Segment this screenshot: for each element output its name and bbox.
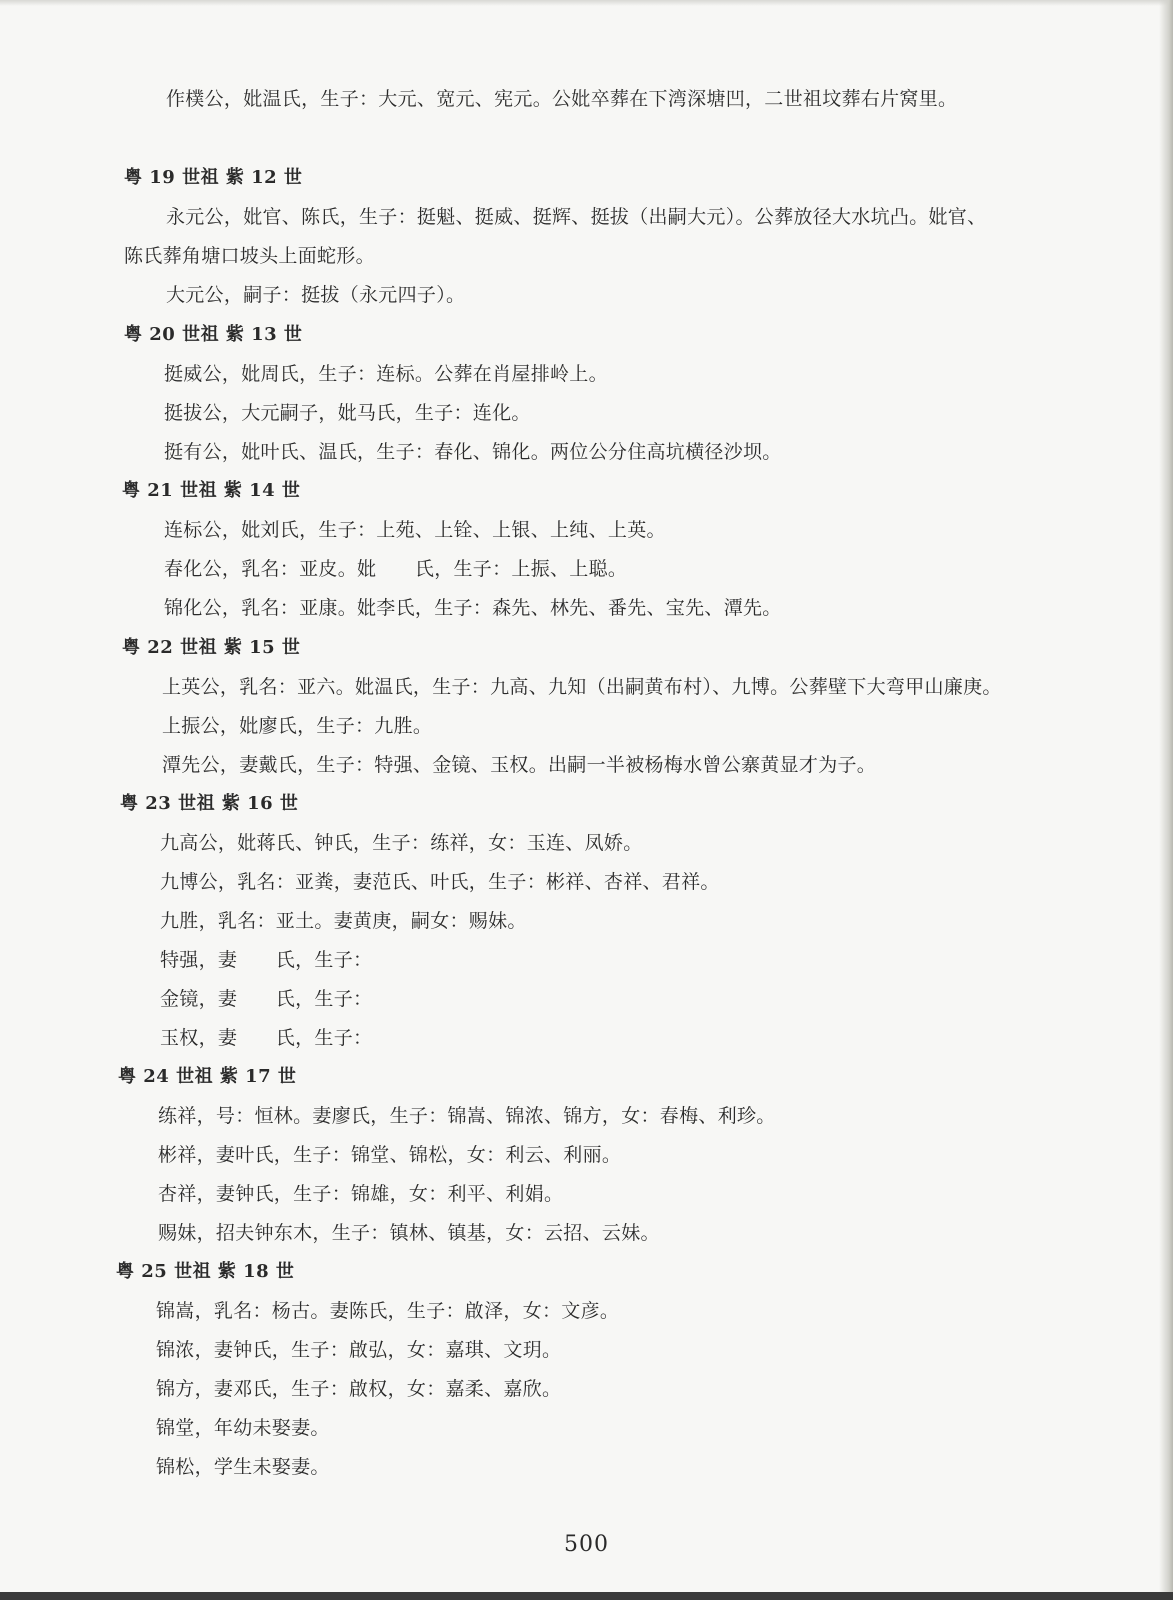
paragraph-line: 大元公，嗣子：挺拔（永元四子）。 — [166, 284, 466, 306]
generation-heading: 粤 24 世祖 紫 17 世 — [118, 1066, 297, 1087]
generation-heading: 粤 22 世祖 紫 15 世 — [122, 637, 301, 658]
scan-edge-right — [1159, 0, 1173, 1600]
paragraph-line: 锦松，学生未娶妻。 — [156, 1456, 330, 1478]
paragraph-line: 挺拔公，大元嗣子，妣马氏，生子：连化。 — [164, 402, 531, 424]
generation-heading: 粤 19 世祖 紫 12 世 — [124, 167, 303, 188]
generation-heading: 粤 21 世祖 紫 14 世 — [122, 480, 301, 501]
paragraph-line: 上英公，乳名：亚六。妣温氏，生子：九高、九知（出嗣黄布村）、九博。公葬壁下大弯甲山廉庚。 — [162, 676, 1002, 698]
paragraph-line: 锦浓，妻钟氏，生子：啟弘，女：嘉琪、文玥。 — [156, 1339, 562, 1361]
paragraph-line: 杏祥，妻钟氏，生子：锦雄，女：利平、利娟。 — [158, 1183, 564, 1205]
paragraph-line: 赐妹，招夫钟东木，生子：镇林、镇基，女：云招、云妹。 — [158, 1222, 660, 1244]
generation-heading: 粤 23 世祖 紫 16 世 — [120, 793, 299, 814]
paragraph-line: 特强，妻 氏，生子： — [160, 949, 373, 971]
paragraph-line: 九高公，妣蒋氏、钟氏，生子：练祥，女：玉连、凤娇。 — [160, 832, 643, 854]
paragraph-line: 锦化公，乳名：亚康。妣李氏，生子：森先、林先、番先、宝先、潭先。 — [164, 597, 782, 619]
generation-heading: 粤 25 世祖 紫 18 世 — [116, 1261, 295, 1282]
paragraph-line: 九胜，乳名：亚土。妻黄庚，嗣女：赐妹。 — [160, 910, 527, 932]
paragraph-line: 锦嵩，乳名：杨古。妻陈氏，生子：啟泽，女：文彦。 — [156, 1300, 620, 1322]
scan-edge-top — [0, 0, 1173, 6]
paragraph-line: 金镜，妻 氏，生子： — [160, 988, 373, 1010]
paragraph-line: 永元公，妣官、陈氏，生子：挺魁、挺威、挺辉、挺拔（出嗣大元）。公葬放径大水坑凸。妣官、 — [166, 206, 987, 228]
paragraph-line: 练祥，号：恒林。妻廖氏，生子：锦嵩、锦浓、锦方，女：春梅、利珍。 — [158, 1105, 776, 1127]
paragraph-line: 潭先公，妻戴氏，生子：特强、金镜、玉权。出嗣一半被杨梅水曾公寨黄显才为子。 — [162, 754, 877, 776]
page-number: 500 — [564, 1532, 609, 1557]
generation-heading: 粤 20 世祖 紫 13 世 — [124, 324, 303, 345]
paragraph-line: 上振公，妣廖氏，生子：九胜。 — [162, 715, 433, 737]
paragraph-line: 挺威公，妣周氏，生子：连标。公葬在肖屋排岭上。 — [164, 363, 608, 385]
paragraph-line: 玉权，妻 氏，生子： — [160, 1027, 373, 1049]
paragraph-line: 作樸公，妣温氏，生子：大元、宽元、宪元。公妣卒葬在下湾深塘凹，二世祖坟葬右片窝里。 — [166, 88, 958, 110]
paragraph-line: 连标公，妣刘氏，生子：上苑、上铨、上银、上纯、上英。 — [164, 519, 666, 541]
paragraph-line: 锦方，妻邓氏，生子：啟权，女：嘉柔、嘉欣。 — [156, 1378, 562, 1400]
paragraph-line: 春化公，乳名：亚皮。妣 氏，生子：上振、上聪。 — [164, 558, 628, 580]
paragraph-line: 彬祥，妻叶氏，生子：锦堂、锦松，女：利云、利丽。 — [158, 1144, 622, 1166]
paragraph-line: 陈氏葬角塘口坡头上面蛇形。 — [124, 245, 375, 267]
scan-edge-bottom — [0, 1592, 1173, 1600]
paragraph-line: 九博公，乳名：亚粪，妻范氏、叶氏，生子：彬祥、杏祥、君祥。 — [160, 871, 720, 893]
paragraph-line: 挺有公，妣叶氏、温氏，生子：春化、锦化。两位公分住高坑横径沙坝。 — [164, 441, 782, 463]
paragraph-line: 锦堂，年幼未娶妻。 — [156, 1417, 330, 1439]
